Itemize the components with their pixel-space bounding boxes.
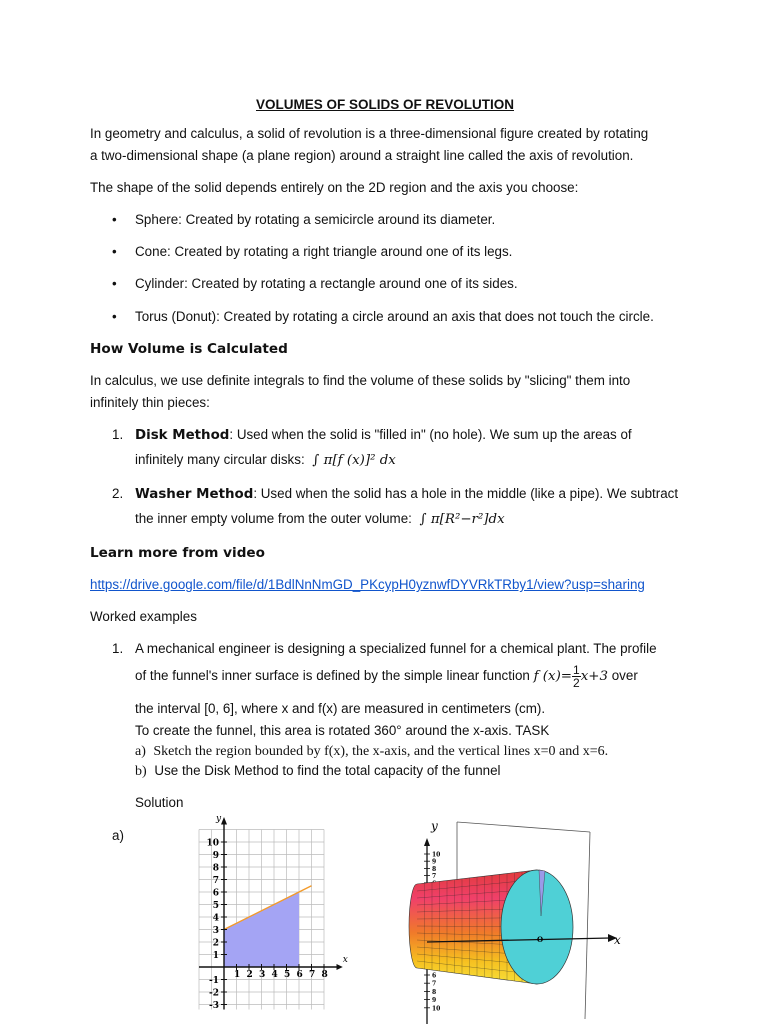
method-name: Washer Method (135, 487, 254, 502)
shape-intro: The shape of the solid depends entirely on the 2D region and the axis you choose: (90, 180, 579, 195)
list-item-text: Torus (Donut): Created by rotating a circle around an axis that does not touch the circle. (135, 309, 654, 324)
y-tick-label: 5 (212, 901, 219, 911)
y-tick-label: -3 (209, 1001, 219, 1011)
y-tick-label: 9 (432, 858, 437, 866)
bullet-icon: • (112, 212, 117, 227)
function-fraction (572, 664, 581, 689)
method-name: Disk Method (135, 428, 230, 443)
x-tick-label: 2 (246, 970, 253, 980)
x-tick-label: 5 (284, 970, 291, 980)
fraction-denominator: 2 (573, 676, 580, 690)
method-desc-2: the inner empty volume from the outer volume: (135, 511, 412, 526)
y-tick-label: 7 (432, 980, 437, 988)
method-washer (135, 483, 695, 506)
heading-video: Learn more from video (90, 545, 265, 561)
x-tick-label: 1 (234, 970, 241, 980)
x-tick-label: 7 (309, 970, 316, 980)
solution-label: Solution (135, 795, 184, 810)
x-tick-label: 8 (321, 970, 328, 980)
method-desc-2: infinitely many circular disks: (135, 452, 305, 467)
end-cap (501, 870, 573, 984)
example-line-3: the interval [0, 6], where x and f(x) are measured in centimeters (cm). (135, 701, 546, 716)
y-tick-label: 7 (432, 873, 437, 881)
y-axis-arrow-icon (424, 838, 430, 846)
y-tick-label: 1 (212, 951, 219, 961)
y-axis-label: y (431, 819, 438, 833)
y-tick-label: 7 (212, 876, 219, 886)
example-line-2 (135, 664, 695, 689)
example-line-2-text: of the funnel's inner surface is defined by the simple linear function (135, 668, 530, 684)
y-tick-label: 9 (212, 851, 219, 861)
x-axis-label: x (614, 933, 621, 947)
formula-washer: ∫ π[R²−r²]dx (419, 512, 505, 527)
solid-of-revolution (405, 814, 645, 1024)
y-tick-label: 10 (432, 851, 441, 859)
method-disk (135, 424, 695, 447)
x-tick-label: 6 (296, 970, 303, 980)
y-tick-label: 4 (212, 913, 219, 924)
frame-line (585, 832, 590, 1019)
method-number: 1. (112, 427, 124, 442)
method-disk-line2 (135, 449, 695, 472)
y-tick-label: 8 (212, 863, 219, 874)
bullet-icon: • (112, 276, 117, 291)
y-tick-label: 6 (432, 972, 437, 980)
frame-line (457, 822, 590, 832)
video-link[interactable]: https://drive.google.com/file/d/1BdlNnNmGD_PKcypH0yznwfDYVRkTRby1/view?usp=sharing (90, 577, 645, 592)
x-axis-label: x (342, 955, 348, 965)
y-tick-label: -1 (209, 976, 219, 986)
y-tick-label: 6 (212, 888, 219, 899)
method-desc: : Used when the solid is "filled in" (no hole). We sum up the areas of (229, 427, 632, 442)
fraction-numerator: 1 (573, 663, 580, 677)
list-item-text: Cone: Created by rotating a right triangle around one of its legs. (135, 244, 513, 259)
x-tick-label: 4 (271, 970, 278, 980)
y-tick-label: 10 (432, 1005, 441, 1013)
list-item-text: Sphere: Created by rotating a semicircle around its diameter. (135, 212, 496, 227)
y-axis-arrow-icon (221, 817, 227, 825)
y-tick-label: 8 (432, 865, 437, 873)
example-number: 1. (112, 641, 124, 656)
y-tick-label: 9 (432, 997, 437, 1005)
task-b-text: Use the Disk Method to find the total capacity of the funnel (154, 763, 501, 778)
part-a-label: a) (112, 828, 124, 843)
calc-line-2: infinitely thin pieces: (90, 395, 210, 410)
region-graph (198, 812, 358, 1012)
y-axis-label: y (216, 814, 222, 824)
y-tick-label: 10 (206, 838, 219, 849)
task-b (135, 760, 695, 783)
intro-line-2: a two-dimensional shape (a plane region) around a straight line called the axis of revolution. (90, 148, 634, 163)
example-line-1: A mechanical engineer is designing a specialized funnel for a chemical plant. The profile (135, 641, 657, 656)
worked-examples-label: Worked examples (90, 609, 197, 624)
example-line-4: To create the funnel, this area is rotated 360° around the x-axis. TASK (135, 723, 550, 738)
document-title: VOLUMES OF SOLIDS OF REVOLUTION (255, 97, 514, 112)
intro-line-1: In geometry and calculus, a solid of revolution is a three-dimensional figure created by rotating (90, 126, 649, 141)
bullet-icon: • (112, 244, 117, 259)
function-lhs: f (x)= (533, 669, 573, 685)
task-b-label: b) (135, 764, 147, 779)
method-number: 2. (112, 486, 124, 501)
example-line-2-end: over (611, 668, 638, 684)
method-washer-line2 (135, 508, 695, 531)
x-tick-label: 3 (259, 970, 266, 980)
heading-volume: How Volume is Calculated (90, 341, 288, 357)
bullet-icon: • (112, 309, 117, 324)
calc-line-1: In calculus, we use definite integrals to find the volume of these solids by "slicing" them into (90, 373, 631, 388)
function-rhs: x+3 (580, 669, 608, 685)
formula-disk: ∫ π[f (x)]² dx (312, 453, 396, 468)
y-tick-label: 3 (212, 926, 219, 936)
method-desc: : Used when the solid has a hole in the middle (like a pipe). We subtract (253, 486, 679, 501)
y-tick-label: -2 (209, 988, 219, 999)
origin-label: O (537, 935, 544, 944)
task-a-text: Sketch the region bounded by f(x), the x-axis, and the vertical lines x=0 and x=6. (153, 744, 609, 759)
y-tick-label: 8 (432, 988, 437, 996)
list-item-text: Cylinder: Created by rotating a rectangle around one of its sides. (135, 276, 518, 291)
y-tick-label: 2 (212, 938, 219, 949)
task-a-label: a) (135, 744, 146, 759)
